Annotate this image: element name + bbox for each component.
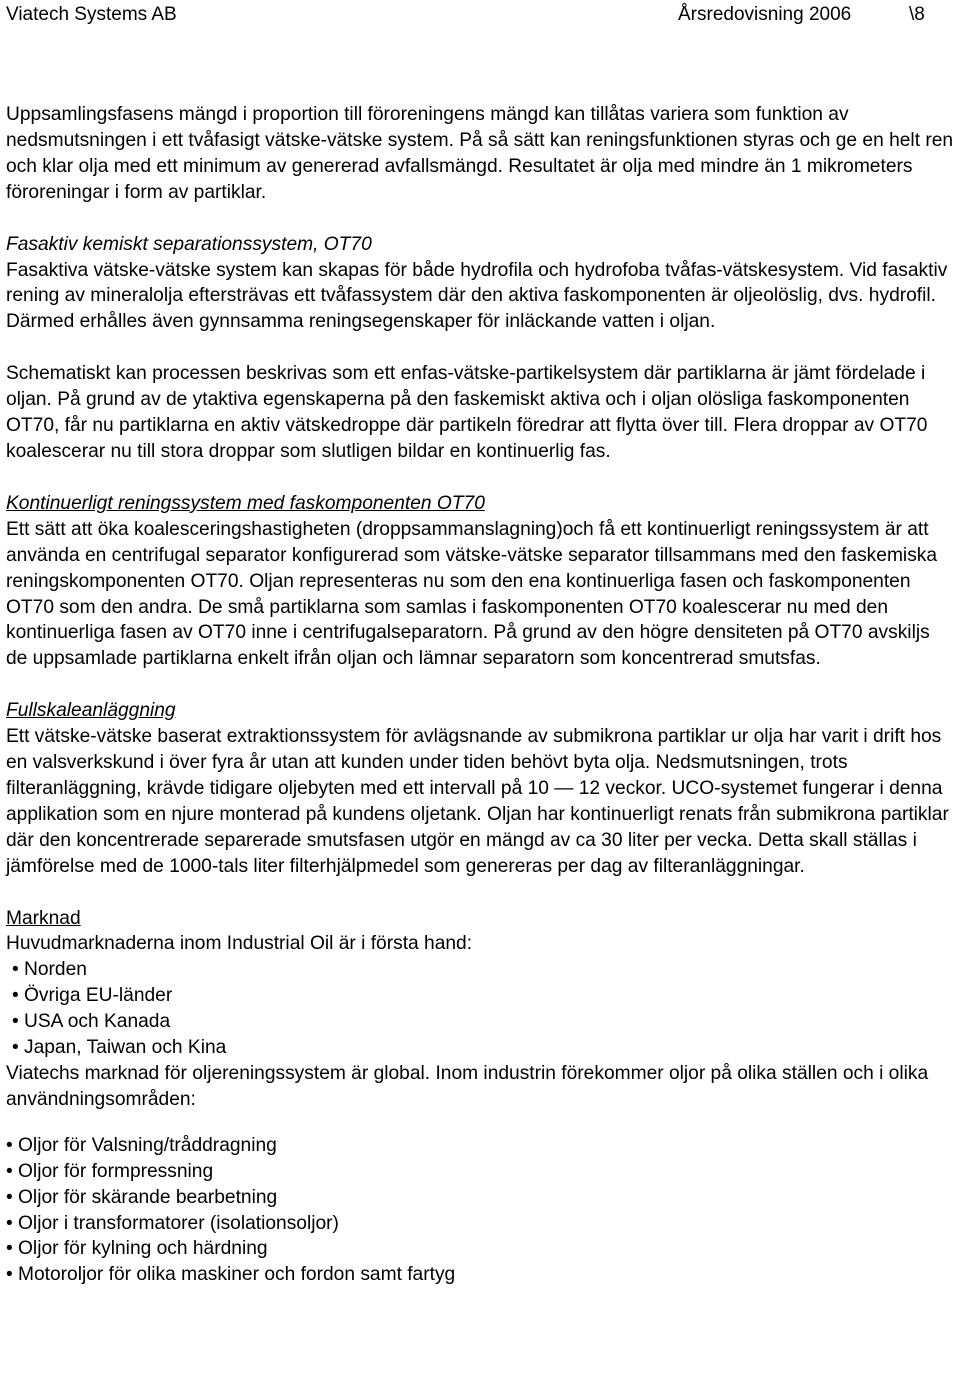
header-report-title: Årsredovisning 2006 [678, 4, 852, 25]
header-company: Viatech Systems AB [6, 4, 177, 25]
list-item: • Oljor för kylning och härdning [6, 1236, 956, 1262]
list-item: • Motoroljor för olika maskiner och fordon samt fartyg [6, 1262, 956, 1288]
heading-continuous-system: Kontinuerligt reningssystem med faskomponenten OT70 [6, 492, 485, 514]
document-body [6, 102, 956, 1288]
phase-paragraph-2: Schematiskt kan processen beskrivas som ett enfas-vätske-partikelsystem där partiklarna är jämt fördelade i oljan. På grund av de ytaktiva egenskaperna på den faskemiskt aktiva och i oljan olösliga faskomponenten OT70, får nu partiklarna en aktiv vätskedroppe där partikeln föredrar att flytta över till. Flera droppar av OT70 koalescerar nu till stora droppar som slutligen bildar en kontinuerlig fas. [6, 363, 928, 462]
fullscale-paragraph: Ett vätske-vätske baserat extraktionssystem för avlägsnande av submikrona partiklar ur olja har varit i drift hos en valsverkskund i över fyra år utan att kunden under tiden behövt byta olja. Nedsmutsningen, trots filteranläggning, krävde tidigare oljebyten med ett intervall på 10 — 12 veckor. UCO-systemet fungerar i denna applikation som en njure monterad på kundens oljetank. Oljan har kontinuerligt renats från submikrona partiklar där den koncentrerade separerade smutsfasen utgör en mängd av ca 30 liter per vecka. Detta skall ställas i jämförelse med de 1000-tals liter filterhjälpmedel som genereras per dag av filteranläggningar. [6, 726, 949, 877]
header-page-number: \8 [909, 4, 925, 25]
phase-paragraph-1: Fasaktiva vätske-vätske system kan skapas för både hydrofila och hydrofoba tvåfas-vätskesystem. Vid fasaktiv rening av mineralolja eftersträvas ett tvåfassystem där den aktiva faskomponenten är oljeolöslig, dvs. hydrofil. Därmed erhålles även gynnsamma reningsegenskaper för inläckande vatten i oljan. [6, 259, 948, 333]
list-item: • Oljor för formpressning [6, 1159, 956, 1185]
heading-phase-active-system: Fasaktiv kemiskt separationssystem, OT70 [6, 233, 372, 255]
list-item: • Japan, Taiwan och Kina [6, 1035, 956, 1061]
market-intro: Huvudmarknaderna inom Industrial Oil är i första hand: [6, 933, 473, 955]
list-item: • Oljor för Valsning/tråddragning [6, 1133, 956, 1159]
continuous-paragraph: Ett sätt att öka koalesceringshastigheten (droppsammanslagning)och få ett kontinuerligt reningssystem är att använda en centrifugal separator konfigurerad som vätske-vätske separator tillsammans med den faskemiska reningskomponenten OT70. Oljan representeras nu som den ena kontinuerliga fasen och faskomponenten OT70 som den andra. De små partiklarna som samlas i faskomponenten OT70 koalescerar nu med den kontinuerliga fasen av OT70 inne i centrifugalseparatorn. På grund av den högre densiteten på OT70 avskiljs de uppsamlade partiklarna enkelt ifrån oljan och lämnar separatorn som koncentrerad smutsfas. [6, 518, 938, 670]
list-item: • Oljor i transformatorer (isolationsoljor) [6, 1211, 956, 1237]
market-paragraph: Viatechs marknad för oljereningssystem är global. Inom industrin förekommer oljor på olika ställen och i olika användningsområden: [6, 1063, 929, 1110]
list-item: • USA och Kanada [6, 1009, 956, 1035]
market-list [6, 957, 956, 1061]
oil-uses-list [6, 1133, 956, 1288]
list-item: • Oljor för skärande bearbetning [6, 1185, 956, 1211]
page-header [0, 0, 960, 30]
heading-market: Marknad [6, 907, 81, 929]
intro-paragraph: Uppsamlingsfasens mängd i proportion till föroreningens mängd kan tillåtas variera som funktion av nedsmutsningen i ett tvåfasigt vätske-vätske system. På så sätt kan reningsfunktionen styras och ge en helt ren och klar olja med ett minimum av genererad avfallsmängd. Resultatet är olja med mindre än 1 mikrometers föroreningar i form av partiklar. [6, 104, 954, 203]
list-item: • Övriga EU-länder [6, 983, 956, 1009]
heading-full-scale-plant: Fullskaleanläggning [6, 700, 176, 722]
list-item: • Norden [6, 957, 956, 983]
